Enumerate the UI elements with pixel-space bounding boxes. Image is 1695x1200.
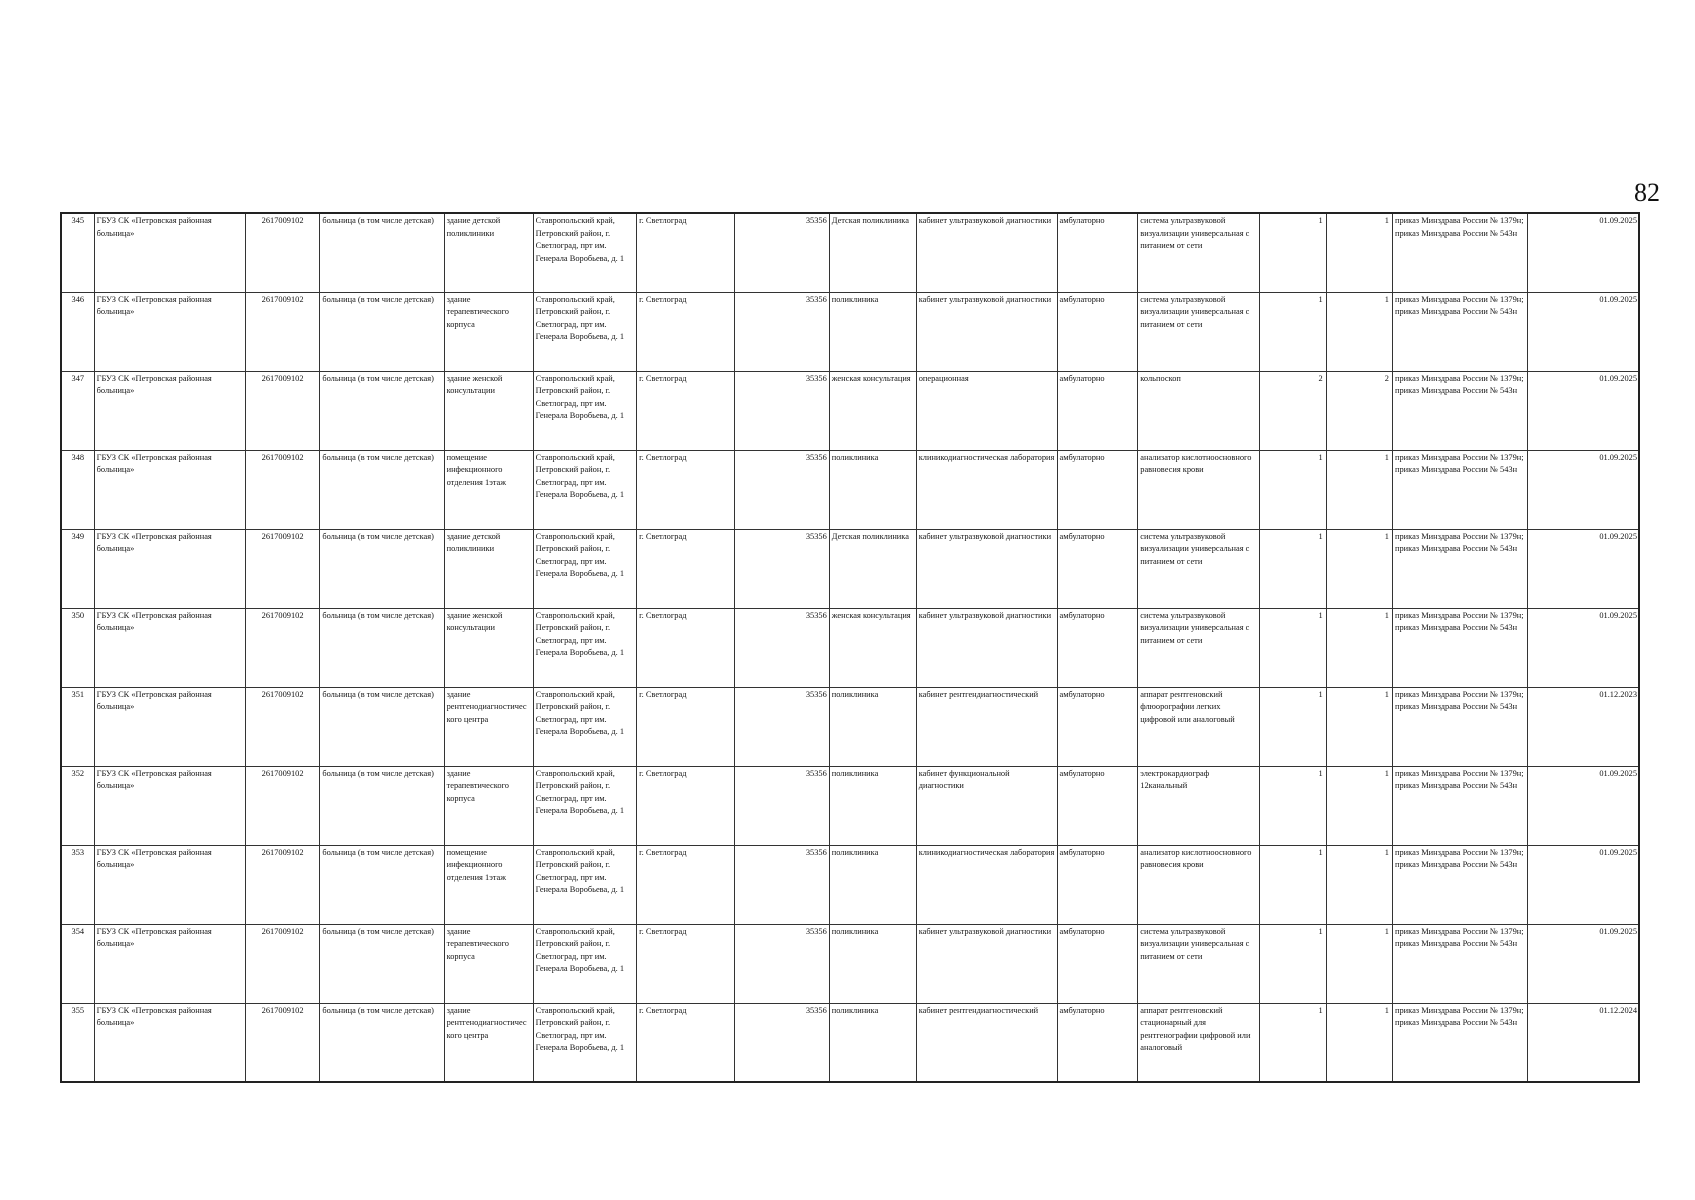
city: г. Светлоград — [637, 766, 734, 845]
row-number: 345 — [61, 213, 94, 292]
quantity-planned: 1 — [1326, 292, 1392, 371]
due-date: 01.09.2025 — [1527, 766, 1639, 845]
location-code: 35356 — [734, 1003, 829, 1082]
building-name: здание рентгенодиагностического центра — [444, 687, 533, 766]
organization-inn: 2617009102 — [245, 924, 320, 1003]
room-type: кабинет ультразвуковой диагностики — [916, 292, 1057, 371]
table-body — [61, 213, 1639, 1082]
division: поликлиника — [829, 924, 916, 1003]
quantity-planned: 1 — [1326, 845, 1392, 924]
building-name: здание рентгенодиагностического центра — [444, 1003, 533, 1082]
quantity-planned: 1 — [1326, 450, 1392, 529]
organization-inn: 2617009102 — [245, 845, 320, 924]
room-type: кабинет ультразвуковой диагностики — [916, 924, 1057, 1003]
location-code: 35356 — [734, 845, 829, 924]
organization-name: ГБУЗ СК «Петровская районная больница» — [94, 845, 245, 924]
quantity-planned: 1 — [1326, 529, 1392, 608]
building-name: здание женской консультации — [444, 608, 533, 687]
address: Ставропольский край, Петровский район, г. Светлоград, прт им. Генерала Воробьева, д. 1 — [533, 766, 637, 845]
division: поликлиника — [829, 450, 916, 529]
quantity-required: 1 — [1260, 529, 1326, 608]
address: Ставропольский край, Петровский район, г. Светлоград, прт им. Генерала Воробьева, д. 1 — [533, 924, 637, 1003]
division: Детская поликлиника — [829, 529, 916, 608]
organization-name: ГБУЗ СК «Петровская районная больница» — [94, 213, 245, 292]
facility-type: больница (в том числе детская) — [320, 213, 444, 292]
organization-name: ГБУЗ СК «Петровская районная больница» — [94, 608, 245, 687]
care-form: амбулаторно — [1057, 213, 1138, 292]
table-row — [61, 292, 1639, 371]
quantity-required: 1 — [1260, 450, 1326, 529]
quantity-planned: 1 — [1326, 608, 1392, 687]
building-name: здание детской поликлиники — [444, 213, 533, 292]
care-form: амбулаторно — [1057, 371, 1138, 450]
division: женская консультация — [829, 371, 916, 450]
organization-inn: 2617009102 — [245, 292, 320, 371]
row-number: 347 — [61, 371, 94, 450]
quantity-required: 1 — [1260, 608, 1326, 687]
building-name: здание терапевтического корпуса — [444, 766, 533, 845]
organization-inn: 2617009102 — [245, 213, 320, 292]
address: Ставропольский край, Петровский район, г. Светлоград, прт им. Генерала Воробьева, д. 1 — [533, 450, 637, 529]
organization-name: ГБУЗ СК «Петровская районная больница» — [94, 529, 245, 608]
division: поликлиника — [829, 292, 916, 371]
quantity-required: 1 — [1260, 213, 1326, 292]
division: поликлиника — [829, 1003, 916, 1082]
care-form: амбулаторно — [1057, 924, 1138, 1003]
row-number: 350 — [61, 608, 94, 687]
due-date: 01.09.2025 — [1527, 608, 1639, 687]
due-date: 01.09.2025 — [1527, 529, 1639, 608]
equipment-name: анализатор кислотноосновного равновесия крови — [1138, 450, 1260, 529]
row-number: 346 — [61, 292, 94, 371]
facility-type: больница (в том числе детская) — [320, 529, 444, 608]
quantity-planned: 2 — [1326, 371, 1392, 450]
city: г. Светлоград — [637, 450, 734, 529]
due-date: 01.12.2024 — [1527, 1003, 1639, 1082]
order-reference: приказ Минздрава России № 1379н; приказ Минздрава России № 543н — [1392, 766, 1527, 845]
city: г. Светлоград — [637, 371, 734, 450]
care-form: амбулаторно — [1057, 608, 1138, 687]
building-name: помещение инфекционного отделения 1этаж — [444, 450, 533, 529]
facility-type: больница (в том числе детская) — [320, 450, 444, 529]
order-reference: приказ Минздрава России № 1379н; приказ Минздрава России № 543н — [1392, 529, 1527, 608]
row-number: 354 — [61, 924, 94, 1003]
equipment-name: система ультразвуковой визуализации универсальная с питанием от сети — [1138, 529, 1260, 608]
order-reference: приказ Минздрава России № 1379н; приказ Минздрава России № 543н — [1392, 924, 1527, 1003]
row-number: 355 — [61, 1003, 94, 1082]
facility-type: больница (в том числе детская) — [320, 371, 444, 450]
organization-inn: 2617009102 — [245, 608, 320, 687]
quantity-required: 1 — [1260, 292, 1326, 371]
room-type: кабинет функциональной диагностики — [916, 766, 1057, 845]
room-type: кабинет ультразвуковой диагностики — [916, 608, 1057, 687]
city: г. Светлоград — [637, 924, 734, 1003]
quantity-required: 1 — [1260, 845, 1326, 924]
equipment-name: аппарат рентгеновский флюорографии легких цифровой или аналоговый — [1138, 687, 1260, 766]
table-row — [61, 845, 1639, 924]
care-form: амбулаторно — [1057, 845, 1138, 924]
table-row — [61, 529, 1639, 608]
equipment-name: электрокардиограф 12канальный — [1138, 766, 1260, 845]
address: Ставропольский край, Петровский район, г. Светлоград, прт им. Генерала Воробьева, д. 1 — [533, 371, 637, 450]
organization-inn: 2617009102 — [245, 687, 320, 766]
room-type: операционная — [916, 371, 1057, 450]
quantity-planned: 1 — [1326, 766, 1392, 845]
order-reference: приказ Минздрава России № 1379н; приказ Минздрава России № 543н — [1392, 845, 1527, 924]
division: поликлиника — [829, 687, 916, 766]
room-type: кабинет ультразвуковой диагностики — [916, 213, 1057, 292]
location-code: 35356 — [734, 371, 829, 450]
facility-type: больница (в том числе детская) — [320, 608, 444, 687]
order-reference: приказ Минздрава России № 1379н; приказ Минздрава России № 543н — [1392, 1003, 1527, 1082]
row-number: 352 — [61, 766, 94, 845]
due-date: 01.09.2025 — [1527, 450, 1639, 529]
city: г. Светлоград — [637, 845, 734, 924]
location-code: 35356 — [734, 529, 829, 608]
order-reference: приказ Минздрава России № 1379н; приказ Минздрава России № 543н — [1392, 371, 1527, 450]
table-row — [61, 1003, 1639, 1082]
location-code: 35356 — [734, 924, 829, 1003]
order-reference: приказ Минздрава России № 1379н; приказ Минздрава России № 543н — [1392, 213, 1527, 292]
care-form: амбулаторно — [1057, 766, 1138, 845]
facility-type: больница (в том числе детская) — [320, 1003, 444, 1082]
equipment-name: аппарат рентгеновский стационарный для рентгенографии цифровой или аналоговый — [1138, 1003, 1260, 1082]
quantity-planned: 1 — [1326, 213, 1392, 292]
row-number: 351 — [61, 687, 94, 766]
quantity-planned: 1 — [1326, 687, 1392, 766]
room-type: кабинет рентгендиагностический — [916, 687, 1057, 766]
organization-inn: 2617009102 — [245, 766, 320, 845]
table-row — [61, 213, 1639, 292]
table-row — [61, 371, 1639, 450]
location-code: 35356 — [734, 687, 829, 766]
order-reference: приказ Минздрава России № 1379н; приказ Минздрава России № 543н — [1392, 687, 1527, 766]
organization-inn: 2617009102 — [245, 1003, 320, 1082]
building-name: здание женской консультации — [444, 371, 533, 450]
address: Ставропольский край, Петровский район, г. Светлоград, прт им. Генерала Воробьева, д. 1 — [533, 292, 637, 371]
address: Ставропольский край, Петровский район, г. Светлоград, прт им. Генерала Воробьева, д. 1 — [533, 213, 637, 292]
organization-inn: 2617009102 — [245, 371, 320, 450]
row-number: 349 — [61, 529, 94, 608]
city: г. Светлоград — [637, 529, 734, 608]
facility-type: больница (в том числе детская) — [320, 687, 444, 766]
city: г. Светлоград — [637, 213, 734, 292]
table-row — [61, 450, 1639, 529]
due-date: 01.12.2023 — [1527, 687, 1639, 766]
quantity-required: 2 — [1260, 371, 1326, 450]
care-form: амбулаторно — [1057, 292, 1138, 371]
table-row — [61, 687, 1639, 766]
equipment-name: анализатор кислотноосновного равновесия крови — [1138, 845, 1260, 924]
division: поликлиника — [829, 766, 916, 845]
table-row — [61, 608, 1639, 687]
organization-name: ГБУЗ СК «Петровская районная больница» — [94, 292, 245, 371]
due-date: 01.09.2025 — [1527, 924, 1639, 1003]
order-reference: приказ Минздрава России № 1379н; приказ Минздрава России № 543н — [1392, 608, 1527, 687]
organization-name: ГБУЗ СК «Петровская районная больница» — [94, 687, 245, 766]
address: Ставропольский край, Петровский район, г. Светлоград, прт им. Генерала Воробьева, д. 1 — [533, 1003, 637, 1082]
organization-name: ГБУЗ СК «Петровская районная больница» — [94, 924, 245, 1003]
address: Ставропольский край, Петровский район, г. Светлоград, прт им. Генерала Воробьева, д. 1 — [533, 687, 637, 766]
facility-type: больница (в том числе детская) — [320, 292, 444, 371]
city: г. Светлоград — [637, 1003, 734, 1082]
care-form: амбулаторно — [1057, 687, 1138, 766]
location-code: 35356 — [734, 450, 829, 529]
due-date: 01.09.2025 — [1527, 371, 1639, 450]
order-reference: приказ Минздрава России № 1379н; приказ Минздрава России № 543н — [1392, 450, 1527, 529]
organization-inn: 2617009102 — [245, 529, 320, 608]
building-name: здание терапевтического корпуса — [444, 924, 533, 1003]
quantity-planned: 1 — [1326, 924, 1392, 1003]
due-date: 01.09.2025 — [1527, 213, 1639, 292]
care-form: амбулаторно — [1057, 529, 1138, 608]
division: женская консультация — [829, 608, 916, 687]
due-date: 01.09.2025 — [1527, 292, 1639, 371]
location-code: 35356 — [734, 213, 829, 292]
quantity-required: 1 — [1260, 924, 1326, 1003]
building-name: здание детской поликлиники — [444, 529, 533, 608]
order-reference: приказ Минздрава России № 1379н; приказ Минздрава России № 543н — [1392, 292, 1527, 371]
location-code: 35356 — [734, 766, 829, 845]
quantity-required: 1 — [1260, 766, 1326, 845]
building-name: помещение инфекционного отделения 1этаж — [444, 845, 533, 924]
quantity-required: 1 — [1260, 687, 1326, 766]
room-type: клиникодиагностическая лаборатория — [916, 845, 1057, 924]
location-code: 35356 — [734, 608, 829, 687]
equipment-name: система ультразвуковой визуализации универсальная с питанием от сети — [1138, 213, 1260, 292]
room-type: клиникодиагностическая лаборатория — [916, 450, 1057, 529]
room-type: кабинет рентгендиагностический — [916, 1003, 1057, 1082]
quantity-required: 1 — [1260, 1003, 1326, 1082]
address: Ставропольский край, Петровский район, г. Светлоград, прт им. Генерала Воробьева, д. 1 — [533, 608, 637, 687]
care-form: амбулаторно — [1057, 1003, 1138, 1082]
equipment-name: система ультразвуковой визуализации универсальная с питанием от сети — [1138, 608, 1260, 687]
equipment-registry-table — [60, 212, 1640, 1083]
page-number: 82 — [1634, 178, 1660, 207]
row-number: 353 — [61, 845, 94, 924]
address: Ставропольский край, Петровский район, г. Светлоград, прт им. Генерала Воробьева, д. 1 — [533, 529, 637, 608]
city: г. Светлоград — [637, 292, 734, 371]
building-name: здание терапевтического корпуса — [444, 292, 533, 371]
organization-name: ГБУЗ СК «Петровская районная больница» — [94, 371, 245, 450]
quantity-planned: 1 — [1326, 1003, 1392, 1082]
organization-name: ГБУЗ СК «Петровская районная больница» — [94, 1003, 245, 1082]
care-form: амбулаторно — [1057, 450, 1138, 529]
facility-type: больница (в том числе детская) — [320, 845, 444, 924]
equipment-name: кольпоскоп — [1138, 371, 1260, 450]
equipment-name: система ультразвуковой визуализации универсальная с питанием от сети — [1138, 292, 1260, 371]
organization-inn: 2617009102 — [245, 450, 320, 529]
facility-type: больница (в том числе детская) — [320, 766, 444, 845]
equipment-name: система ультразвуковой визуализации универсальная с питанием от сети — [1138, 924, 1260, 1003]
city: г. Светлоград — [637, 687, 734, 766]
division: поликлиника — [829, 845, 916, 924]
room-type: кабинет ультразвуковой диагностики — [916, 529, 1057, 608]
facility-type: больница (в том числе детская) — [320, 924, 444, 1003]
table-row — [61, 766, 1639, 845]
due-date: 01.09.2025 — [1527, 845, 1639, 924]
table-row — [61, 924, 1639, 1003]
organization-name: ГБУЗ СК «Петровская районная больница» — [94, 450, 245, 529]
organization-name: ГБУЗ СК «Петровская районная больница» — [94, 766, 245, 845]
city: г. Светлоград — [637, 608, 734, 687]
division: Детская поликлиника — [829, 213, 916, 292]
row-number: 348 — [61, 450, 94, 529]
location-code: 35356 — [734, 292, 829, 371]
address: Ставропольский край, Петровский район, г. Светлоград, прт им. Генерала Воробьева, д. 1 — [533, 845, 637, 924]
